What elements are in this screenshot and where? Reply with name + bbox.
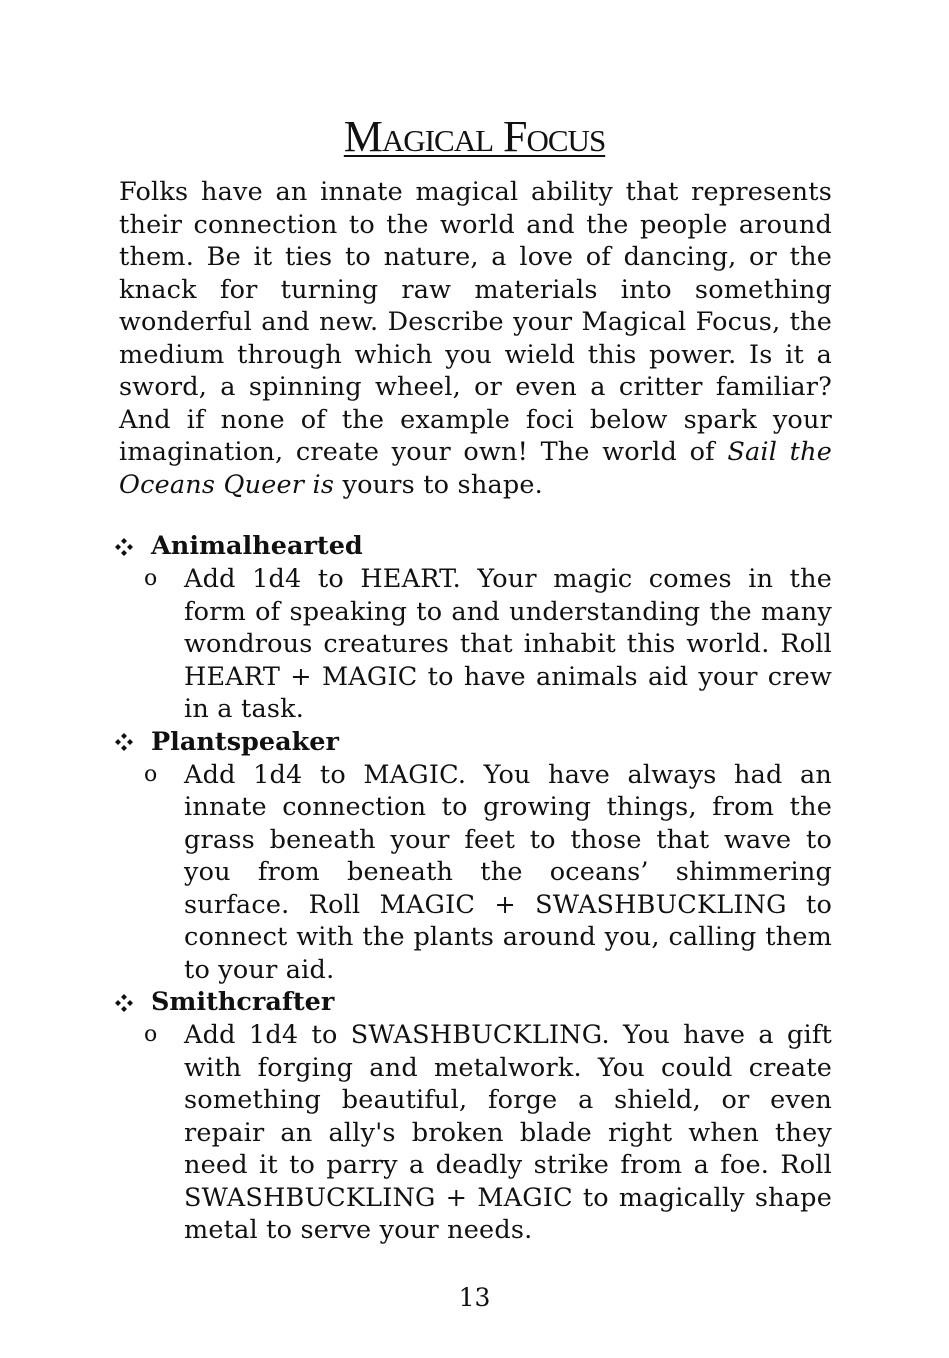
focus-description [112,563,832,726]
page-title [0,112,949,162]
four-diamond-bullet-icon [114,993,134,1013]
focus-description-text: Add 1d4 to MAGIC. You have always had an innate connection to growing things, from the grass beneath your feet to those that wave to you from beneath the oceans’ shimmering surface. Roll MAGIC + SWASHBUCKLING to connect with the plants around you, calling them to your aid. [184,759,832,985]
sub-bullet-marker: o [144,566,158,591]
focus-name: Plantspeaker [151,726,339,757]
intro-italic-text: Sail the Oceans Queer is [119,437,832,500]
focus-heading [112,986,832,1019]
intro-text-end: yours to shape. [334,469,543,500]
page-title-text: Magical Focus [343,112,606,161]
focus-item-plantspeaker [112,726,832,987]
intro-paragraph [119,176,832,501]
sub-bullet-marker: o [144,1022,158,1047]
focus-heading [112,726,832,759]
focus-name: Animalhearted [151,531,363,561]
focus-heading [112,530,832,563]
intro-text: Folks have an innate magical ability that represents their connection to the world and the people around them. Be it ties to nature, a love of dancing, or the knack for turning raw materials into something wonderful and new. Describe your Magical Focus, the medium through which you wield this power. Is it a sword, a spinning wheel, or even a critter familiar? And if none of the example foci below spark your imagination, create your own! The world of [119,177,832,467]
focus-name: Smithcrafter [151,987,335,1017]
focus-description [112,759,832,987]
focus-description [112,1019,832,1247]
four-diamond-bullet-icon [114,537,134,557]
focus-description-text: Add 1d4 to SWASHBUCKLING. You have a gift with forging and metalwork. You could create something beautiful, forge a shield, or even repair an ally's broken blade right when they need it to parry a deadly strike from a foe. Roll SWASHBUCKLING + MAGIC to magically shape metal to serve your needs. [184,1020,832,1245]
page-number: 13 [458,1283,491,1312]
focus-description-text: Add 1d4 to HEART. Your magic comes in the form of speaking to and understanding the many wondrous creatures that inhabit this world. Roll HEART + MAGIC to have animals aid your crew in a task. [184,564,832,724]
focus-item-animalhearted [112,530,832,726]
focus-item-smithcrafter [112,986,832,1247]
four-diamond-bullet-icon [114,732,134,752]
sub-bullet-marker: o [144,761,158,787]
foci-list [112,530,832,1247]
